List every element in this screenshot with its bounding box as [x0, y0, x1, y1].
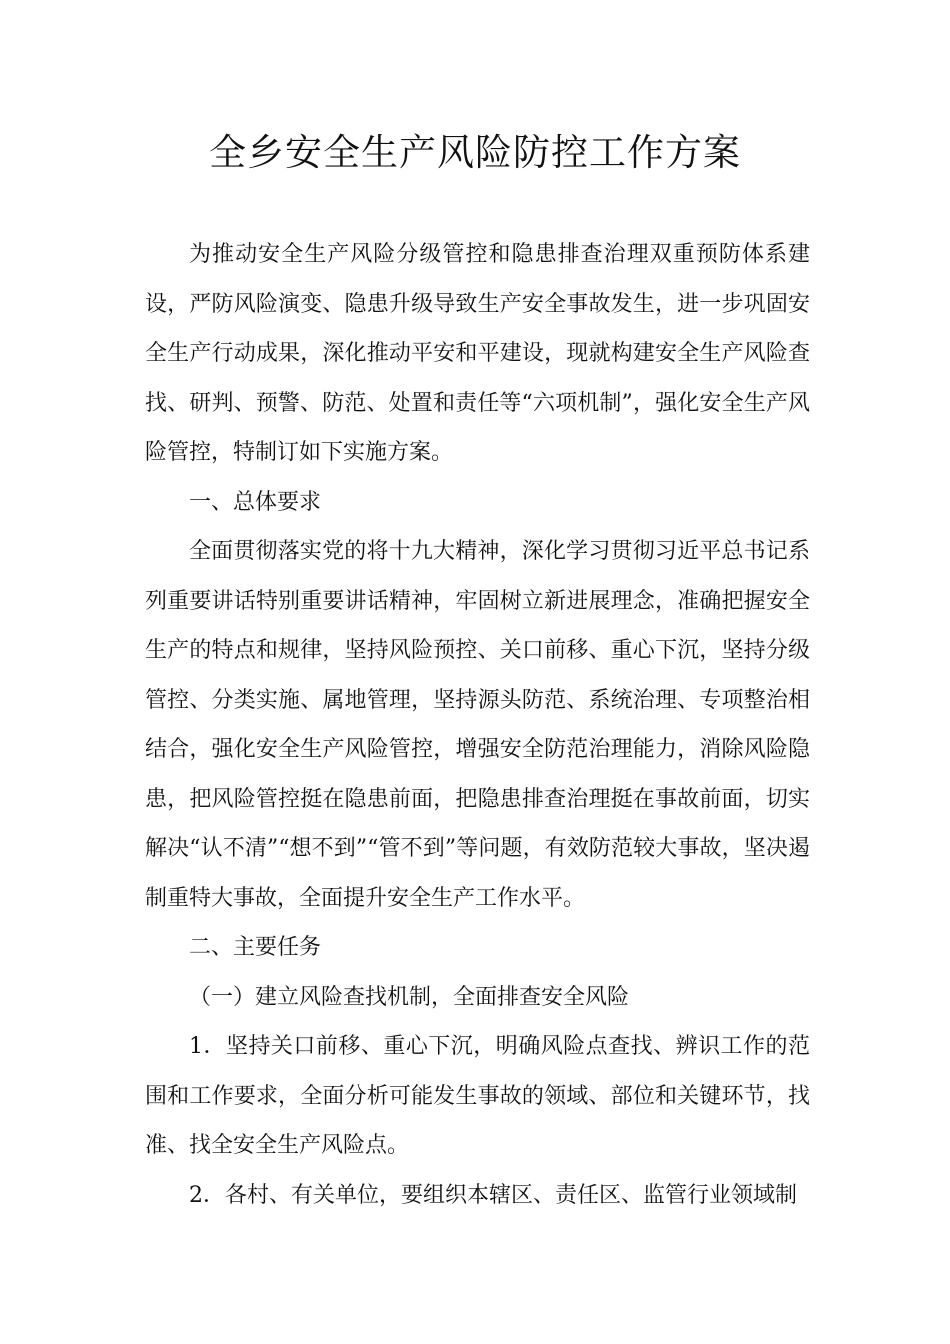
- section-heading-general-requirements: 一、总体要求: [189, 489, 322, 515]
- task-item-1: 1．坚持关口前移、重心下沉，明确风险点查找、辨识工作的范围和工作要求，全面分析可能发生事故的领域、部位和关键环节，找准、找全安全生产风险点。: [145, 1034, 810, 1158]
- general-requirements-paragraph: 全面贯彻落实党的将十九大精神，深化学习贯彻习近平总书记系列重要讲话特别重要讲话精神，牢固树立新进展理念，准确把握安全生产的特点和规律，坚持风险预控、关口前移、重心下沉，坚持分级管控、分类实施、属地管理，坚持源头防范、系统治理、专项整治相结合，强化安全生产风险管控，增强安全防范治理能力，消除风险隐患，把风险管控挺在隐患前面，把隐患排查治理挺在事故前面，切实解决“认不清”“想不到”“管不到”等问题，有效防范较大事故，坚决遏制重特大事故，全面提升安全生产工作水平。: [145, 539, 810, 911]
- document-title: 全乡安全生产风险防控工作方案: [209, 131, 741, 174]
- document-body: [145, 230, 810, 1220]
- section-heading-main-tasks: 二、主要任务: [189, 935, 322, 960]
- subsection-heading-risk-finding: （一）建立风险查找机制，全面排查安全风险: [189, 984, 630, 1010]
- task-item-2: 2．各村、有关单位，要组织本辖区、责任区、监管行业领域制: [189, 1182, 797, 1208]
- intro-paragraph: 为推动安全生产风险分级管控和隐患排查治理双重预防体系建设，严防风险演变、隐患升级导致生产安全事故发生，进一步巩固安全生产行动成果，深化推动平安和平建设，现就构建安全生产风险查找、研判、预警、防范、处置和责任等“六项机制”，强化安全生产风险管控，特制订如下实施方案。: [145, 242, 810, 465]
